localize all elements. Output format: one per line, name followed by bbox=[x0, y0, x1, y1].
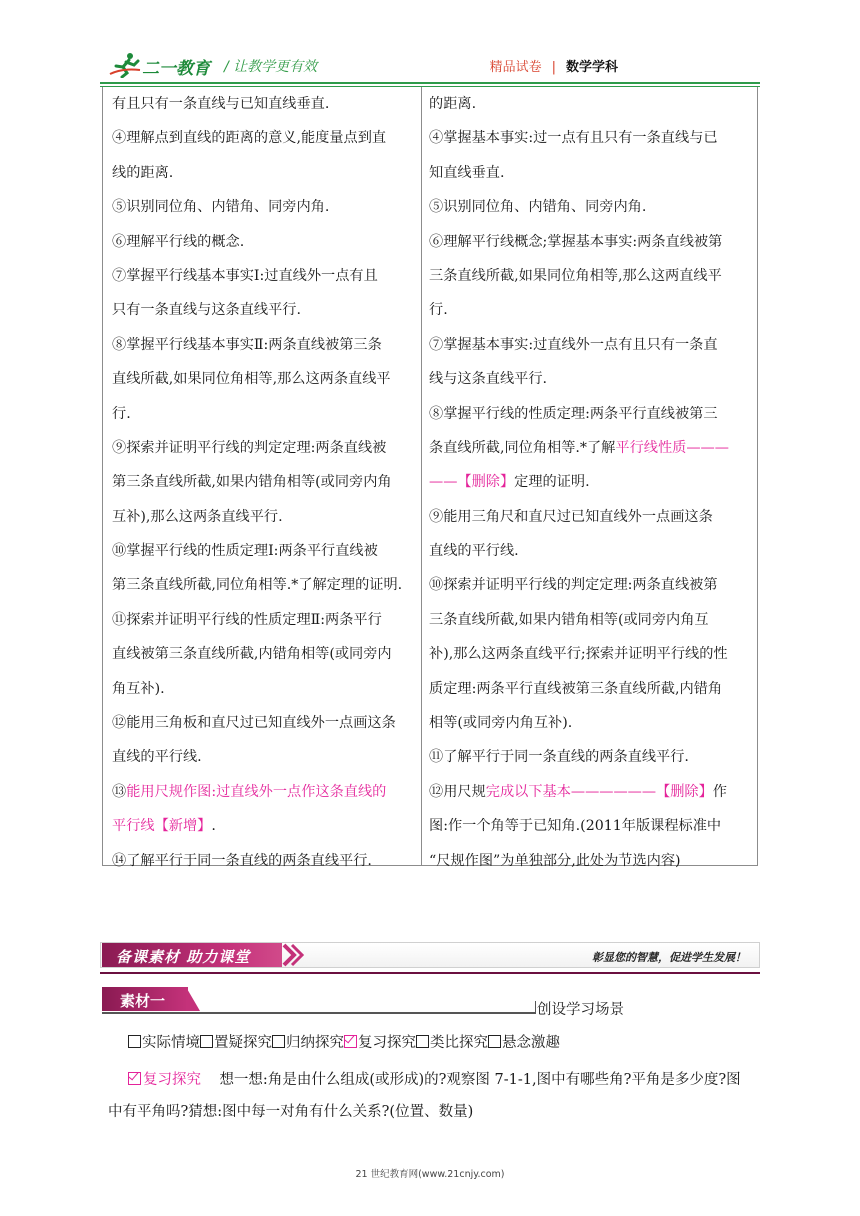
line-text: 直线所截,如果同位角相等,那么这两条直线平 bbox=[112, 371, 391, 388]
table-line-right bbox=[429, 568, 751, 602]
checkbox-checked-icon[interactable] bbox=[344, 1035, 357, 1048]
line-text: 条直线所截,同位角相等.*了解 bbox=[429, 439, 616, 456]
line-text: 三条直线所截,如果同位角相等,那么这两直线平 bbox=[429, 267, 722, 284]
line-text: 图:作一个角等于已知角.(2011年版课程标准中 bbox=[429, 818, 722, 835]
table-line-right bbox=[429, 500, 751, 534]
paragraph-line-1 bbox=[108, 1064, 758, 1096]
table-line-left bbox=[112, 603, 418, 637]
line-text: ⑤识别同位角、内错角、同旁内角. bbox=[429, 199, 647, 216]
scene-checkbox-item[interactable] bbox=[200, 1035, 272, 1051]
tab-slant-icon bbox=[186, 987, 200, 1011]
table-line-right bbox=[429, 637, 751, 671]
scene-checkbox-label: 悬念激趣 bbox=[502, 1035, 560, 1051]
table-line-right bbox=[429, 672, 751, 706]
table-line-left bbox=[112, 156, 418, 190]
line-text: ⑫能用三角板和直尺过已知直线外一点画这条 bbox=[112, 715, 396, 732]
table-line-right bbox=[429, 706, 751, 740]
comparison-table bbox=[102, 87, 758, 869]
line-text: 三条直线所截,如果内错角相等(或同旁内角互 bbox=[429, 611, 709, 628]
material-paragraph bbox=[108, 1064, 758, 1128]
table-line-left bbox=[112, 225, 418, 259]
line-text: 质定理:两条平行直线被第三条直线所截,内错角 bbox=[429, 680, 723, 697]
scene-checkbox-label: 置疑探究 bbox=[214, 1035, 272, 1051]
line-text: 互补),那么这两条直线平行. bbox=[112, 508, 283, 525]
scene-checkbox-label: 复习探究 bbox=[358, 1035, 416, 1051]
line-text: 直线的平行线. bbox=[429, 543, 519, 560]
line-text: ⑧掌握平行线基本事实Ⅱ:两条直线被第三条 bbox=[112, 336, 382, 353]
paragraph-text-2: 中有平角吗?猜想:图中每一对角有什么关系?(位置、数量) bbox=[108, 1104, 474, 1120]
line-text: 行. bbox=[112, 405, 131, 422]
changed-text: 平行线性质——— bbox=[615, 439, 729, 456]
table-line-right bbox=[429, 809, 751, 843]
table-line-left bbox=[112, 190, 418, 224]
scene-checkbox-label: 类比探究 bbox=[430, 1035, 488, 1051]
scene-type-checkboxes bbox=[128, 1031, 560, 1052]
line-text: 知直线垂直. bbox=[429, 164, 505, 181]
scene-checkbox-item[interactable] bbox=[488, 1035, 560, 1051]
table-line-left bbox=[112, 465, 418, 499]
line-text: ④掌握基本事实:过一点有且只有一条直线与已 bbox=[429, 130, 718, 147]
line-text: ⑩探索并证明平行线的判定定理:两条直线被第 bbox=[429, 577, 718, 594]
header-label-paper: 精品试卷 bbox=[489, 60, 542, 75]
table-line-right bbox=[429, 121, 751, 155]
checkbox-empty-icon[interactable] bbox=[488, 1035, 501, 1048]
line-text: 行. bbox=[429, 302, 448, 319]
line-text: 只有一条直线与这条直线平行. bbox=[112, 302, 301, 319]
line-text: ⑪了解平行于同一条直线的两条直线平行. bbox=[429, 749, 689, 766]
line-text: 第三条直线所截,如果内错角相等(或同旁内角 bbox=[112, 474, 392, 491]
table-line-left bbox=[112, 259, 418, 293]
line-text: 直线被第三条直线所截,内错角相等(或同旁内 bbox=[112, 646, 392, 663]
table-line-left bbox=[112, 87, 418, 121]
scene-checkbox-label: 实际情境 bbox=[142, 1035, 200, 1051]
table-line-right bbox=[429, 397, 751, 431]
table-line-right bbox=[429, 465, 751, 499]
line-text: ⑨能用三角尺和直尺过已知直线外一点画这条 bbox=[429, 508, 713, 525]
table-line-right bbox=[429, 740, 751, 774]
material-tab-label: 素材一 bbox=[120, 992, 166, 1010]
header-labels bbox=[490, 56, 618, 75]
table-line-right bbox=[429, 362, 751, 396]
table-line-right bbox=[429, 328, 751, 362]
line-text: ⑦掌握平行线基本事实Ⅰ:过直线外一点有且 bbox=[112, 267, 378, 284]
table-line-right bbox=[429, 190, 751, 224]
changed-text: 完成以下基本——————【删除】 bbox=[485, 783, 713, 800]
chevron-right-icon bbox=[282, 943, 304, 967]
changed-text: ——【删除】 bbox=[429, 474, 515, 491]
table-line-right bbox=[429, 603, 751, 637]
table-line-right bbox=[429, 775, 751, 809]
checkbox-empty-icon[interactable] bbox=[272, 1035, 285, 1048]
material-title: 创设学习场景 bbox=[537, 1002, 624, 1018]
header-label-subject: 数学学科 bbox=[565, 60, 618, 75]
line-text: ⑥理解平行线的概念. bbox=[112, 233, 245, 250]
table-line-right bbox=[429, 534, 751, 568]
line-text: “尺规作图”为单独部分,此处为节选内容) bbox=[429, 852, 681, 869]
line-text: ⑧掌握平行线的性质定理:两条平行直线被第三 bbox=[429, 405, 718, 422]
table-column-divider bbox=[421, 87, 422, 865]
table-line-left bbox=[112, 844, 418, 878]
table-line-left bbox=[112, 500, 418, 534]
banner-title: 备课素材 助力课堂 bbox=[116, 948, 251, 966]
table-line-right bbox=[429, 225, 751, 259]
line-text: 第三条直线所截,同位角相等.*了解定理的证明. bbox=[112, 577, 403, 594]
table-line-right bbox=[429, 259, 751, 293]
line-text: 相等(或同旁内角互补). bbox=[429, 715, 573, 732]
table-line-left bbox=[112, 293, 418, 327]
line-text: ⑤识别同位角、内错角、同旁内角. bbox=[112, 199, 330, 216]
line-text: 定理的证明. bbox=[514, 474, 590, 491]
line-text: 线的距离. bbox=[112, 164, 174, 181]
table-line-left bbox=[112, 362, 418, 396]
line-text: ④理解点到直线的距离的意义,能度量点到直 bbox=[112, 130, 387, 147]
line-text: ⑨探索并证明平行线的判定定理:两条直线被 bbox=[112, 439, 387, 456]
line-text: ⑬ bbox=[112, 783, 127, 800]
line-text: 有且只有一条直线与已知直线垂直. bbox=[112, 96, 330, 112]
line-text: ⑭了解平行于同一条直线的两条直线平行. bbox=[112, 852, 372, 869]
runner-logo-icon bbox=[108, 52, 142, 78]
line-text: . bbox=[211, 818, 216, 835]
header-separator: | bbox=[551, 60, 556, 75]
paragraph-tag-label: 复习探究 bbox=[143, 1072, 201, 1088]
table-column-right bbox=[429, 87, 751, 878]
checkbox-empty-icon[interactable] bbox=[128, 1035, 141, 1048]
header-rule bbox=[100, 82, 760, 84]
table-line-left bbox=[112, 706, 418, 740]
scene-checkbox-item[interactable] bbox=[344, 1035, 416, 1051]
line-text: ⑦掌握基本事实:过直线外一点有且只有一条直 bbox=[429, 336, 718, 353]
line-text: 补),那么这两条直线平行;探索并证明平行线的性 bbox=[429, 646, 728, 663]
scene-checkbox-item[interactable] bbox=[416, 1035, 488, 1051]
table-column-left bbox=[112, 87, 418, 878]
page-header bbox=[100, 50, 760, 80]
table-line-left bbox=[112, 775, 418, 809]
table-line-left bbox=[112, 637, 418, 671]
table-line-right bbox=[429, 293, 751, 327]
line-text: ⑩掌握平行线的性质定理Ⅰ:两条平行直线被 bbox=[112, 543, 378, 560]
checkbox-checked-icon bbox=[128, 1072, 141, 1085]
table-line-left bbox=[112, 568, 418, 602]
material-heading bbox=[100, 987, 740, 1017]
slogan: / 让教学更有效 bbox=[224, 59, 318, 75]
line-text: ⑪探索并证明平行线的性质定理Ⅱ:两条平行 bbox=[112, 611, 382, 628]
scene-checkbox-label: 归纳探究 bbox=[286, 1035, 344, 1051]
scene-checkbox-item[interactable] bbox=[272, 1035, 344, 1051]
banner-underline bbox=[100, 972, 760, 974]
table-line-left bbox=[112, 672, 418, 706]
changed-text: 能用尺规作图:过直线外一点作这条直线的 bbox=[126, 783, 387, 800]
table-line-right bbox=[429, 844, 751, 878]
table-line-right bbox=[429, 431, 751, 465]
material-rule bbox=[102, 1012, 536, 1014]
table-line-left bbox=[112, 328, 418, 362]
banner-motto: 彰显您的智慧，促进学生发展！ bbox=[592, 951, 746, 964]
table-line-left bbox=[112, 809, 418, 843]
line-text: 作 bbox=[712, 783, 727, 800]
line-text: 的距离. bbox=[429, 96, 477, 112]
material-rule-tick bbox=[535, 1001, 536, 1014]
table-line-left bbox=[112, 740, 418, 774]
paragraph-tag bbox=[128, 1072, 201, 1088]
table-line-left bbox=[112, 121, 418, 155]
line-text: ⑫用尺规 bbox=[429, 783, 486, 800]
scene-checkbox-item[interactable] bbox=[128, 1035, 200, 1051]
checkbox-empty-icon[interactable] bbox=[416, 1035, 429, 1048]
table-line-left bbox=[112, 534, 418, 568]
changed-text: 平行线【新增】 bbox=[112, 818, 212, 835]
table-line-left bbox=[112, 431, 418, 465]
line-text: ⑥理解平行线概念;掌握基本事实:两条直线被第 bbox=[429, 233, 723, 250]
line-text: 角互补). bbox=[112, 680, 165, 697]
table-line-left bbox=[112, 397, 418, 431]
line-text: 线与这条直线平行. bbox=[429, 371, 548, 388]
line-text: 直线的平行线. bbox=[112, 749, 202, 766]
page-footer: 21 世纪教育网(www.21cnjy.com) bbox=[355, 1169, 505, 1180]
section-banner bbox=[100, 938, 760, 974]
table-line-right bbox=[429, 156, 751, 190]
checkbox-empty-icon[interactable] bbox=[200, 1035, 213, 1048]
paragraph-text-1: 想一想:角是由什么组成(或形成)的?观察图 7-1-1,图中有哪些角?平角是多少度?图 bbox=[219, 1072, 741, 1088]
table-line-right bbox=[429, 87, 751, 121]
logo-text: 二一教育 bbox=[142, 59, 210, 79]
